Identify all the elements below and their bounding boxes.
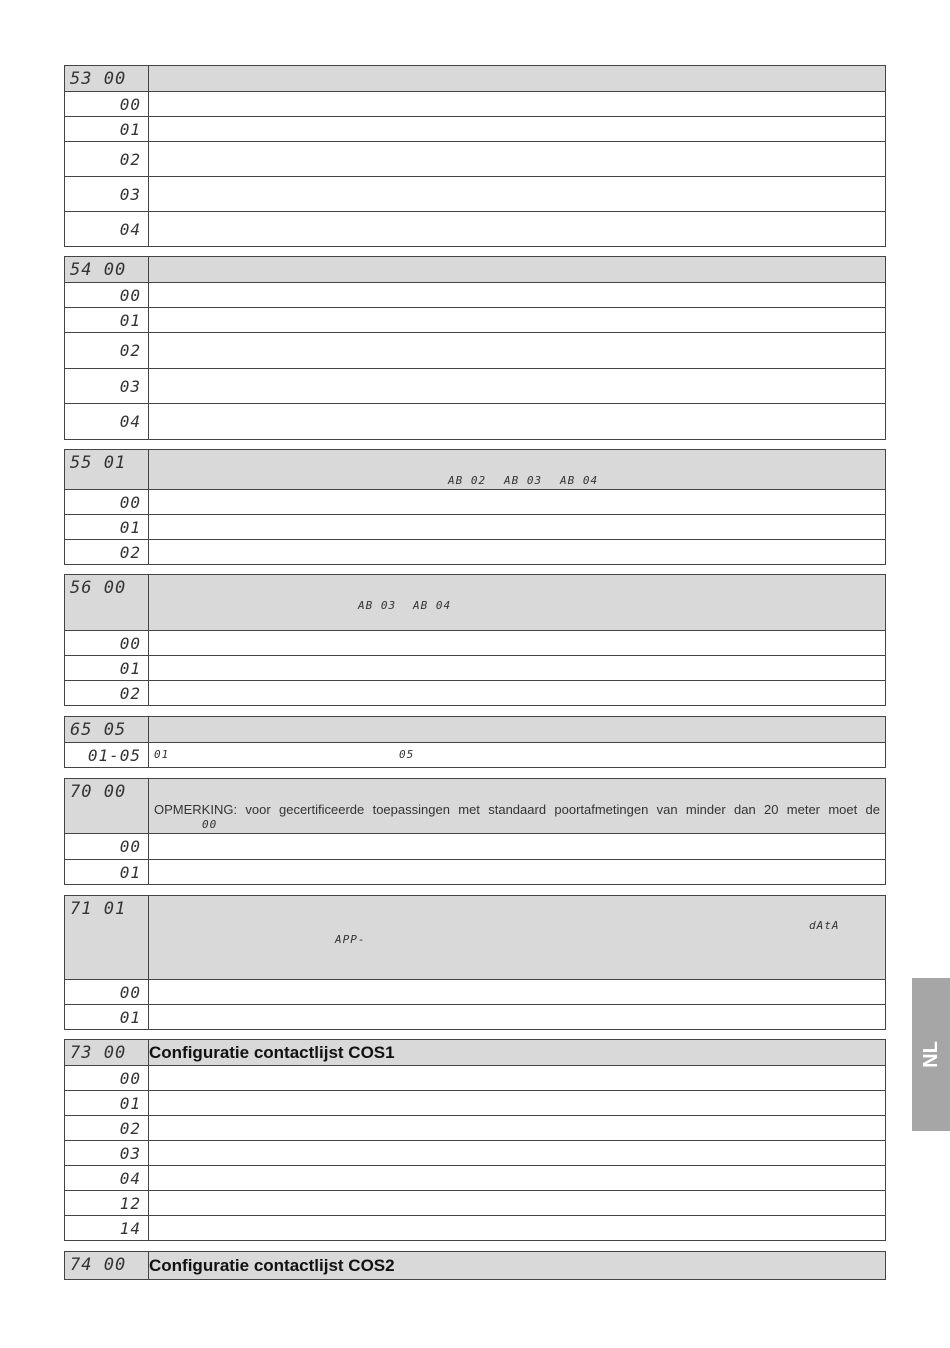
option-value: 00 bbox=[65, 283, 149, 308]
parameter-table-74 bbox=[64, 1251, 886, 1280]
option-description bbox=[149, 117, 886, 142]
option-value: 04 bbox=[65, 212, 149, 247]
option-description bbox=[149, 1216, 886, 1241]
option-value: 01 bbox=[65, 656, 149, 681]
option-value: 01-05 bbox=[65, 743, 149, 768]
parameter-table-53 bbox=[64, 65, 886, 247]
option-description bbox=[149, 1191, 886, 1216]
option-value: 02 bbox=[65, 540, 149, 565]
inline-code: 00 bbox=[202, 818, 218, 831]
parameter-table-71 bbox=[64, 895, 886, 1030]
parameter-table-65 bbox=[64, 716, 886, 768]
parameter-title bbox=[149, 257, 886, 283]
parameter-code: 56 00 bbox=[65, 575, 149, 631]
parameter-table-56 bbox=[64, 574, 886, 706]
option-value: 03 bbox=[65, 1141, 149, 1166]
parameter-code: 53 00 bbox=[65, 66, 149, 92]
parameter-code: 70 00 bbox=[65, 779, 149, 834]
parameter-table-70 bbox=[64, 778, 886, 885]
inline-code: AB 04 bbox=[413, 599, 452, 612]
parameter-description bbox=[149, 450, 886, 490]
option-value: 00 bbox=[65, 1066, 149, 1091]
option-description bbox=[149, 1166, 886, 1191]
option-description bbox=[149, 743, 886, 768]
parameter-code: 73 00 bbox=[65, 1040, 149, 1066]
parameter-code: 74 00 bbox=[65, 1252, 149, 1280]
option-value: 01 bbox=[65, 1005, 149, 1030]
option-value: 01 bbox=[65, 117, 149, 142]
option-value: 00 bbox=[65, 980, 149, 1005]
inline-code: 05 bbox=[399, 748, 415, 761]
inline-code: AB 04 bbox=[560, 474, 599, 487]
option-description bbox=[149, 980, 886, 1005]
option-description bbox=[149, 1066, 886, 1091]
inline-code: AB 03 bbox=[358, 599, 397, 612]
language-label: NL bbox=[919, 1041, 942, 1068]
option-description bbox=[149, 308, 886, 333]
option-value: 00 bbox=[65, 631, 149, 656]
option-description bbox=[149, 860, 886, 885]
option-description bbox=[149, 333, 886, 369]
option-description bbox=[149, 656, 886, 681]
option-value: 01 bbox=[65, 860, 149, 885]
parameter-title: Configuratie contactlijst COS1 bbox=[149, 1040, 886, 1066]
option-description bbox=[149, 631, 886, 656]
parameter-code: 71 01 bbox=[65, 896, 149, 980]
language-side-tab bbox=[912, 978, 950, 1131]
option-description bbox=[149, 404, 886, 440]
option-description bbox=[149, 681, 886, 706]
option-value: 03 bbox=[65, 369, 149, 404]
parameter-code: 65 05 bbox=[65, 717, 149, 743]
option-description bbox=[149, 283, 886, 308]
inline-code: AB 02 bbox=[448, 474, 487, 487]
option-value: 14 bbox=[65, 1216, 149, 1241]
inline-code: 01 bbox=[154, 748, 170, 761]
option-value: 12 bbox=[65, 1191, 149, 1216]
option-description bbox=[149, 369, 886, 404]
note-text: OPMERKING: voor gecertificeerde toepassingen met standaard poortafmetingen van minder dan 20 meter moet de bbox=[154, 802, 880, 817]
option-description bbox=[149, 1141, 886, 1166]
option-value: 01 bbox=[65, 1091, 149, 1116]
option-description bbox=[149, 92, 886, 117]
option-description bbox=[149, 834, 886, 860]
option-description bbox=[149, 1005, 886, 1030]
option-value: 02 bbox=[65, 333, 149, 369]
option-value: 04 bbox=[65, 1166, 149, 1191]
option-value: 02 bbox=[65, 1116, 149, 1141]
option-value: 03 bbox=[65, 177, 149, 212]
inline-code: dAtA bbox=[809, 919, 840, 932]
option-description bbox=[149, 1116, 886, 1141]
option-description bbox=[149, 142, 886, 177]
option-description bbox=[149, 177, 886, 212]
parameter-code: 55 01 bbox=[65, 450, 149, 490]
option-description bbox=[149, 540, 886, 565]
option-value: 00 bbox=[65, 490, 149, 515]
parameter-table-55 bbox=[64, 449, 886, 565]
parameter-description bbox=[149, 575, 886, 631]
option-value: 01 bbox=[65, 308, 149, 333]
option-description bbox=[149, 1091, 886, 1116]
inline-code: AB 03 bbox=[504, 474, 543, 487]
parameter-title bbox=[149, 66, 886, 92]
option-value: 00 bbox=[65, 92, 149, 117]
parameter-title: Configuratie contactlijst COS2 bbox=[149, 1252, 886, 1280]
parameter-code: 54 00 bbox=[65, 257, 149, 283]
parameter-description bbox=[149, 896, 886, 980]
option-value: 00 bbox=[65, 834, 149, 860]
option-value: 01 bbox=[65, 515, 149, 540]
parameter-table-73 bbox=[64, 1039, 886, 1241]
option-value: 04 bbox=[65, 404, 149, 440]
option-description bbox=[149, 490, 886, 515]
parameter-table-54 bbox=[64, 256, 886, 440]
option-value: 02 bbox=[65, 681, 149, 706]
parameter-title bbox=[149, 717, 886, 743]
inline-code: APP- bbox=[335, 933, 366, 946]
option-value: 02 bbox=[65, 142, 149, 177]
option-description bbox=[149, 515, 886, 540]
parameter-description bbox=[149, 779, 886, 834]
option-description bbox=[149, 212, 886, 247]
